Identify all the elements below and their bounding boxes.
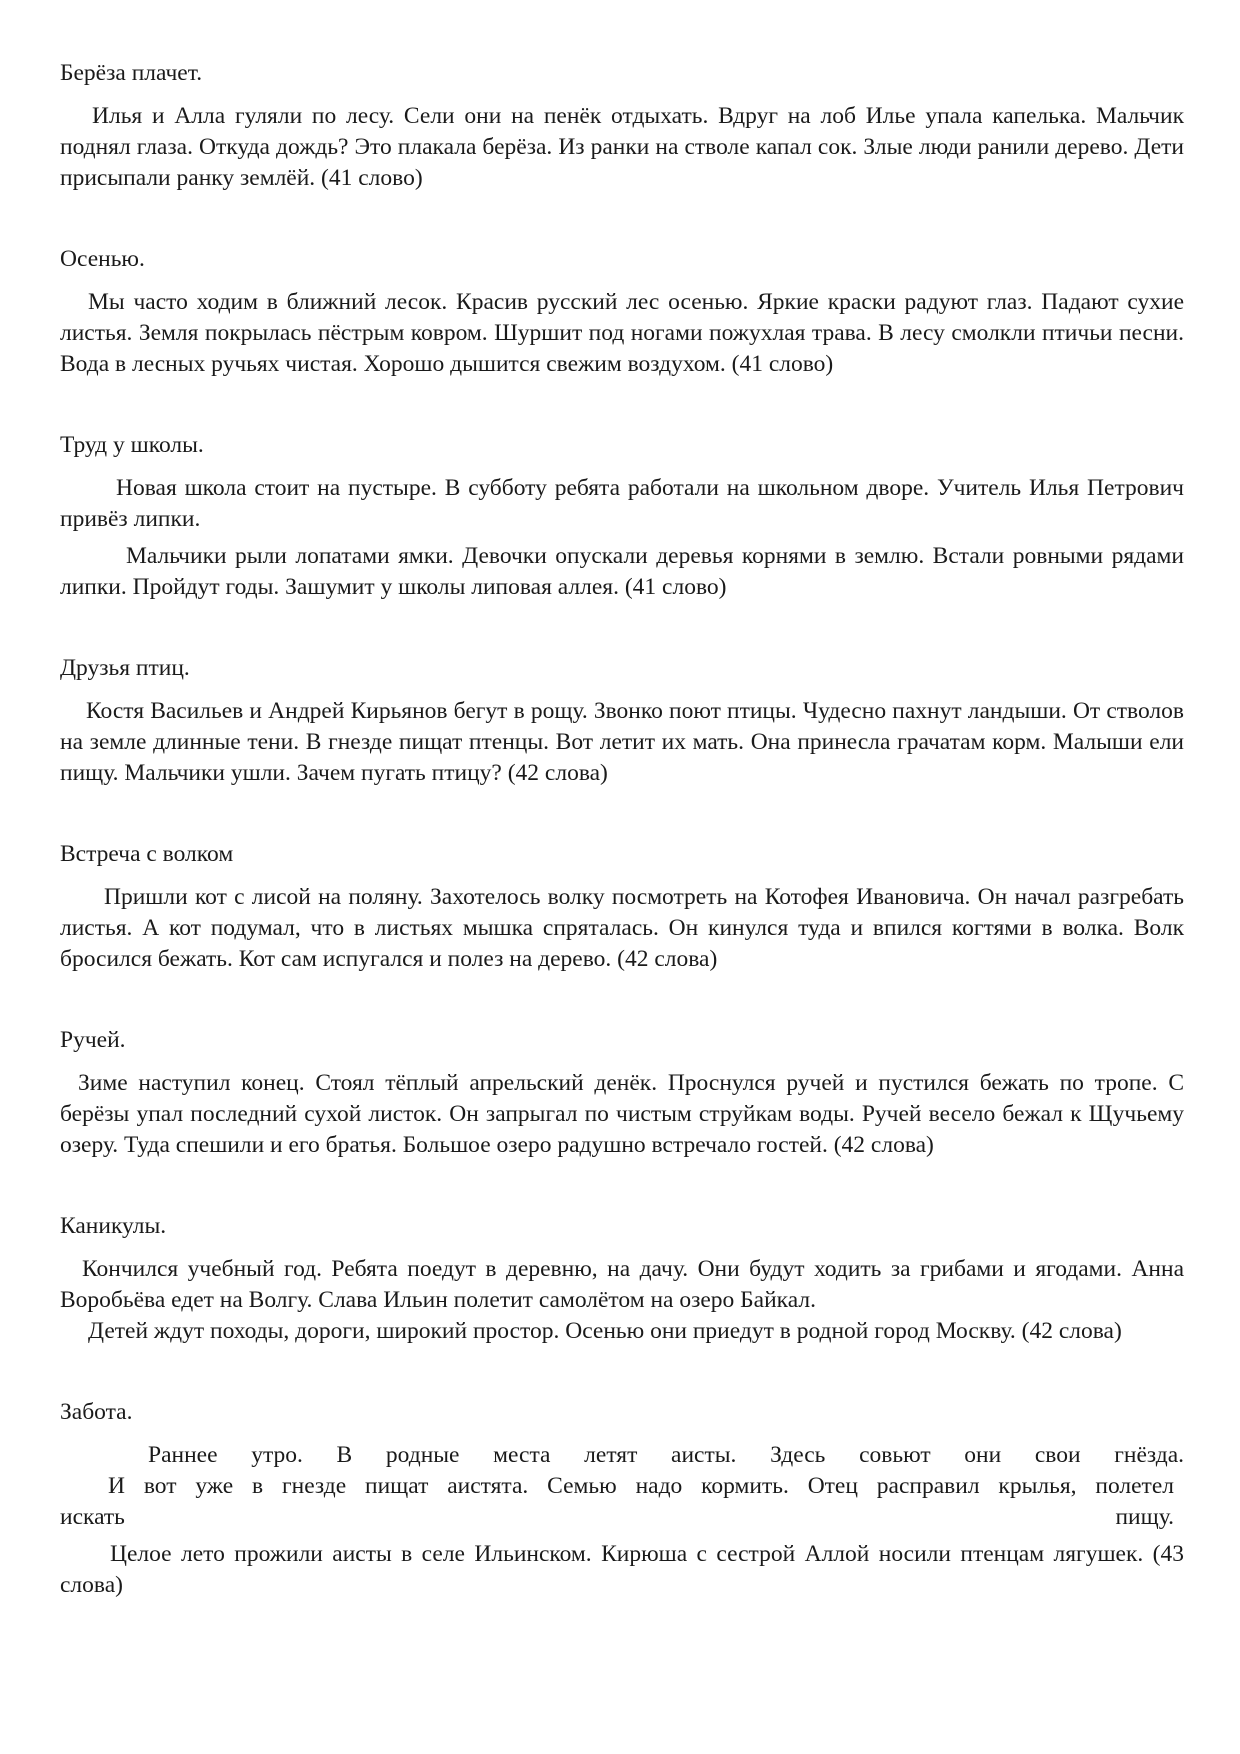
paragraph-line: И вот уже в гнезде пищат аистята. Семью надо кормить. Отец расправил крылья, полетел	[108, 1473, 1174, 1499]
section-title: Забота.	[60, 1399, 133, 1425]
paragraph-line: Раннее утро. В родные места летят аисты. Здесь совьют они свои гнёзда.	[148, 1442, 1184, 1468]
paragraph: Детей ждут походы, дороги, широкий простор. Осенью они приедут в родной город Москву. (42 слова)	[88, 1318, 1122, 1344]
document-page	[60, 58, 1184, 1651]
paragraph: Целое лето прожили аисты в селе Ильинском. Кирюша с сестрой Аллой носили птенцам лягушек. (43 слова)	[60, 1541, 1184, 1598]
section-bereza	[60, 58, 1184, 194]
paragraph: Мы часто ходим в ближний лесок. Красив русский лес осенью. Яркие краски радуют глаз. Падают сухие листья. Земля покрылась пёстрым ковром. Шуршит под ногами пожухлая трава. В лесу смолкли птичьи песни. Вода в лесных ручьях чистая. Хорошо дышится свежим воздухом. (41 слово)	[60, 289, 1184, 377]
section-vstrecha-s-volkom	[60, 839, 1184, 975]
section-title: Труд у школы.	[60, 432, 204, 458]
paragraph: Пришли кот с лисой на поляну. Захотелось волку посмотреть на Котофея Ивановича. Он начал разгребать листья. А кот подумал, что в листьях мышка спряталась. Он кинулся туда и впился когтями в волка. Волк бросился бежать. Кот сам испугался и полез на дерево. (42 слова)	[60, 884, 1184, 972]
section-title: Ручей.	[60, 1027, 126, 1053]
section-title: Каникулы.	[60, 1213, 167, 1239]
section-title: Берёза плачет.	[60, 60, 203, 86]
paragraph: Илья и Алла гуляли по лесу. Сели они на пенёк отдыхать. Вдруг на лоб Илье упала капелька. Мальчик поднял глаза. Откуда дождь? Это плакала берёза. Из ранки на стволе капал сок. Злые люди ранили дерево. Дети присыпали ранку землёй. (41 слово)	[60, 103, 1184, 191]
paragraph: Кончился учебный год. Ребята поедут в деревню, на дачу. Они будут ходить за грибами и ягодами. Анна Воробьёва едет на Волгу. Слава Ильин полетит самолётом на озеро Байкал.	[60, 1256, 1184, 1313]
paragraph-line	[60, 1502, 1184, 1533]
section-zabota	[60, 1397, 1184, 1601]
paragraph: Мальчики рыли лопатами ямки. Девочки опускали деревья корнями в землю. Встали ровными рядами липки. Пройдут годы. Зашумит у школы липовая аллея. (41 слово)	[60, 543, 1184, 600]
section-osenyu	[60, 244, 1184, 380]
section-title: Встреча с волком	[60, 841, 234, 867]
section-trud-u-shkoly	[60, 430, 1184, 603]
line-word-left: искать	[60, 1504, 125, 1530]
section-title: Друзья птиц.	[60, 655, 190, 681]
section-druzya-ptits	[60, 653, 1184, 789]
section-title: Осенью.	[60, 246, 145, 272]
line-word-right: пищу.	[1115, 1504, 1174, 1530]
section-ruchey	[60, 1025, 1184, 1161]
paragraph: Костя Васильев и Андрей Кирьянов бегут в рощу. Звонко поют птицы. Чудесно пахнут ландыши. От стволов на земле длинные тени. В гнезде пищат птенцы. Вот летит их мать. Она принесла грачатам корм. Малыши ели пищу. Мальчики ушли. Зачем пугать птицу? (42 слова)	[60, 698, 1184, 786]
paragraph: Новая школа стоит на пустыре. В субботу ребята работали на школьном дворе. Учитель Илья Петрович привёз липки.	[60, 475, 1184, 532]
paragraph: Зиме наступил конец. Стоял тёплый апрельский денёк. Проснулся ручей и пустился бежать по тропе. С берёзы упал последний сухой листок. Он запрыгал по чистым струйкам воды. Ручей весело бежал к Щучьему озеру. Туда спешили и его братья. Большое озеро радушно встречало гостей. (42 слова)	[60, 1070, 1184, 1158]
section-kanikuly	[60, 1211, 1184, 1347]
